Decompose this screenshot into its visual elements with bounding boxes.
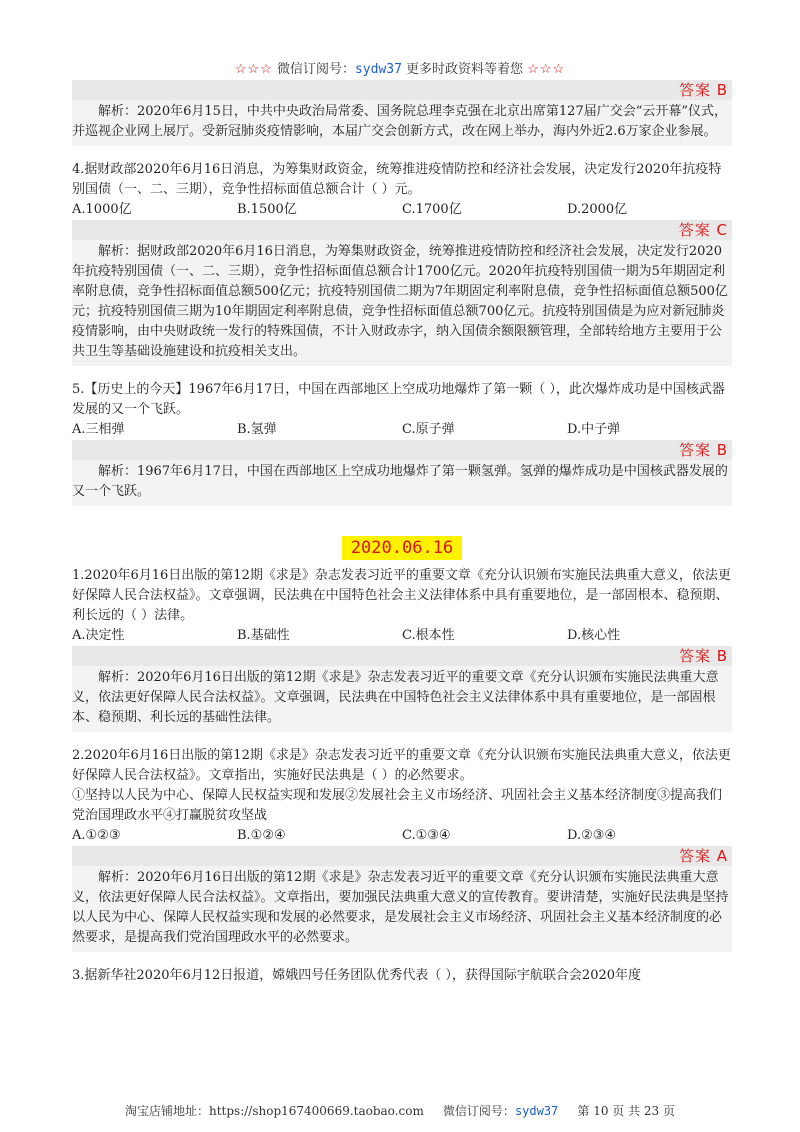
answer-bar: 答案 C (72, 220, 732, 240)
options-row (72, 626, 732, 646)
option: B.①②④ (237, 828, 286, 843)
answer-bar: 答案 B (72, 80, 732, 100)
option: D.②③④ (567, 828, 617, 843)
option: C.根本性 (402, 628, 455, 643)
star-icon: ☆☆☆ (527, 62, 566, 77)
header-account: sydw37 (354, 62, 402, 77)
explanation: 解析：2020年6月15日，中共中央政治局常委、国务院总理李克强在北京出席第127届广交会“云开幕”仪式，并巡视企业网上展厅。受新冠肺炎疫情影响，本届广交会创新方式，改在网上举办，海内外近2.6万家企业参展。 (72, 100, 732, 146)
header-tail: 更多时政资料等着您 (401, 62, 528, 77)
page-footer (0, 1102, 800, 1119)
footer-wx-label: 微信订阅号： (442, 1104, 515, 1118)
option: C.①③④ (402, 828, 451, 843)
answer-bar: 答案 A (72, 846, 732, 866)
section-date: 2020.06.16 (342, 536, 462, 560)
option: C.1700亿 (402, 202, 462, 217)
answer-bar: 答案 B (72, 440, 732, 460)
explanation: 解析：2020年6月16日出版的第12期《求是》杂志发表习近平的重要文章《充分认识颁布实施民法典重大意义，依法更好保障人民合法权益》。文章指出，要加强民法典重大意义的宣传教育。要讲清楚，实施好民法典是坚持以人民为中心、保障人民权益实现和发展的必然要求，是发展社会主义市场经济、巩固社会主义基本经济制度的必然要求，是提高我们党治国理政水平的必然要求。 (72, 866, 732, 952)
option: A.①②③ (72, 828, 121, 843)
question: 2.2020年6月16日出版的第12期《求是》杂志发表习近平的重要文章《充分认识颁布实施民法典重大意义，依法更好保障人民合法权益》。文章指出，实施好民法典是（ ）的必然要求。 (72, 748, 731, 783)
explanation: 解析：据财政部2020年6月16日消息，为筹集财政资金，统筹推进疫情防控和经济社会发展，决定发行2020年抗疫特别国债（一、二、三期），竞争性招标面值总额合计1700亿元。2020年抗疫特别国债一期为5年期固定利率附息债，竞争性招标面值总额500亿元；抗疫特别国债二期为7年期固定利率附息债，竞争性招标面值总额500亿元；抗疫特别国债三期为10年期固定利率附息债，竞争性招标面值总额700亿元。抗疫特别国债是为应对新冠肺炎疫情影响，由中央财政统一发行的特殊国债，不计入财政赤字，纳入国债余额限额管理，全部转给地方主要用于公共卫生等基础设施建设和抗疫相关支出。 (72, 240, 732, 366)
option: D.中子弹 (567, 422, 621, 437)
option: B.氢弹 (237, 422, 277, 437)
option: B.基础性 (237, 628, 290, 643)
option: A.三相弹 (72, 422, 125, 437)
options-row (72, 420, 732, 440)
explanation: 解析：2020年6月16日出版的第12期《求是》杂志发表习近平的重要文章《充分认识颁布实施民法典重大意义，依法更好保障人民合法权益》。文章强调，民法典在中国特色社会主义法律体系中具有重要地位，是一部固根本、稳预期、利长远的基础性法律。 (72, 666, 732, 732)
option: A.决定性 (72, 628, 125, 643)
question: 3.据新华社2020年6月12日报道，嫦娥四号任务团队优秀代表（ ），获得国际宇航联合会2020年度 (72, 968, 642, 983)
header-label: 微信订阅号： (276, 62, 355, 77)
option: B.1500亿 (237, 202, 297, 217)
option: D.核心性 (567, 628, 621, 643)
question: 5.【历史上的今天】1967年6月17日，中国在西部地区上空成功地爆炸了第一颗（ ），此次爆炸成功是中国核武器发展的又一个飞跃。 (72, 382, 725, 417)
question: 1.2020年6月16日出版的第12期《求是》杂志发表习近平的重要文章《充分认识颁布实施民法典重大意义，依法更好保障人民合法权益》。文章强调，民法典在中国特色社会主义法律体系中具有重要地位，是一部固根本、稳预期、利长远的（ ）法律。 (72, 568, 731, 623)
choices: ①坚持以人民为中心、保障人民权益实现和发展②发展社会主义市场经济、巩固社会主义基本经济制度③提高我们党治国理政水平④打赢脱贫攻坚战 (72, 788, 723, 823)
page-content (72, 80, 732, 986)
star-icon: ☆☆☆ (234, 62, 273, 77)
explanation: 解析：1967年6月17日，中国在西部地区上空成功地爆炸了第一颗氢弹。氢弹的爆炸成功是中国核武器发展的又一个飞跃。 (72, 460, 732, 506)
answer-bar: 答案 B (72, 646, 732, 666)
option: D.2000亿 (567, 202, 628, 217)
options-row (72, 826, 732, 846)
shop-address: 淘宝店铺地址：https://shop167400669.taobao.com (124, 1104, 424, 1118)
page-number: 第 10 页 共 23 页 (577, 1104, 675, 1118)
option: A.1000亿 (72, 202, 132, 217)
question: 4.据财政部2020年6月16日消息，为筹集财政资金，统筹推进疫情防控和经济社会发展，决定发行2020年抗疫特别国债（一、二、三期），竞争性招标面值总额合计（ ）元。 (72, 162, 722, 197)
footer-account: sydw37 (514, 1104, 559, 1118)
option: C.原子弹 (402, 422, 455, 437)
options-row (72, 200, 732, 220)
page-header (0, 58, 800, 77)
